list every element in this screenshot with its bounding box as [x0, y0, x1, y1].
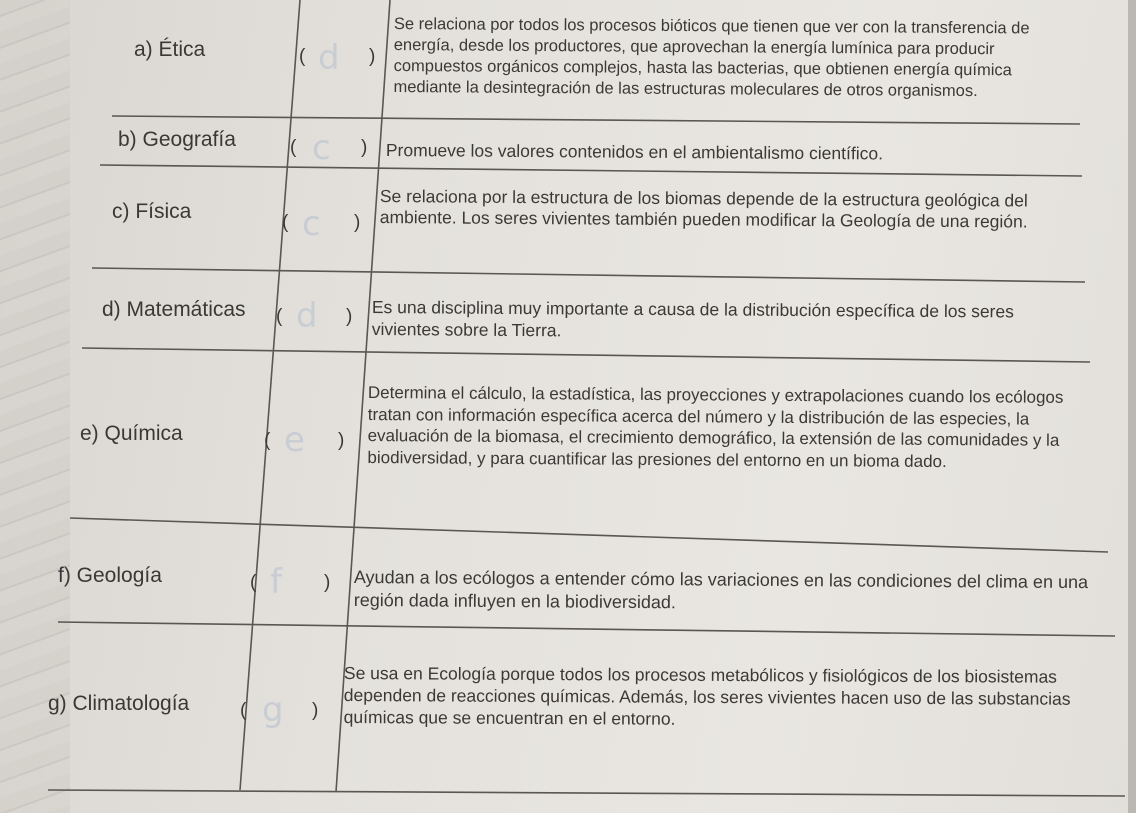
- description-b: Promueve los valores contenidos en el ambientalismo científico.: [385, 140, 884, 164]
- paren-open: (: [264, 430, 271, 451]
- answer-a[interactable]: d: [318, 38, 340, 78]
- description-d: Es una disciplina muy importante a causa de la distribución específica de los seres vivientes sobre la Tierra.: [371, 296, 1014, 341]
- paren-close: ): [324, 572, 331, 593]
- paren-close: ): [361, 137, 368, 158]
- row-label-e: e) Química: [80, 422, 183, 445]
- row-label-d: d) Matemáticas: [102, 298, 246, 321]
- description-c: Se relaciona por la estructura de los biomas depende de la estructura geológica del ambiente. Los seres vivientes también pueden modificar la Geología de una región.: [379, 186, 1028, 232]
- paren-close: ): [354, 212, 361, 233]
- paren-open: (: [299, 46, 306, 67]
- paren-open: (: [282, 212, 289, 233]
- description-e: Determina el cálculo, la estadística, las proyecciones y extrapolaciones cuando los ecólogos tratan con información específica acerca del número y la distribución de las especies, la evaluación de la biomasa, el crecimiento demográfico, la extensión de las comunidades y la biodiversidad, y para cuantificar las presiones del entorno en un bioma dado.: [367, 382, 1064, 471]
- answer-d[interactable]: d: [296, 296, 318, 336]
- answer-c[interactable]: c: [302, 204, 321, 244]
- paren-open: (: [290, 137, 297, 158]
- row-label-c: c) Física: [112, 200, 192, 223]
- row-label-f: f) Geología: [58, 564, 162, 587]
- row-label-b: b) Geografía: [118, 128, 236, 151]
- paren-close: ): [338, 430, 345, 451]
- answer-f[interactable]: f: [270, 562, 282, 602]
- paren-open: (: [240, 700, 247, 721]
- answer-b[interactable]: c: [312, 128, 331, 168]
- paren-close: ): [312, 700, 319, 721]
- row-label-a: a) Ética: [134, 38, 206, 61]
- answer-g[interactable]: g: [262, 690, 284, 730]
- paren-open: (: [250, 572, 257, 593]
- description-f: Ayudan a los ecólogos a entender cómo las variaciones en las condiciones del clima en una región dada influyen en la biodiversidad.: [353, 567, 1089, 613]
- paren-close: ): [369, 46, 376, 67]
- paren-open: (: [276, 306, 283, 327]
- answer-e[interactable]: e: [284, 420, 305, 460]
- description-a: Se relaciona por todos los procesos bióticos que tienen que ver con la transferencia de energía, desde los productores, que aprovechan la energía lumínica para producir compuestos orgánicos complejos, hasta las bacterias, que obtienen energía química mediante la desintegración de las estructuras moleculares de otros organismos.: [393, 14, 1030, 101]
- paren-close: ): [346, 306, 353, 327]
- description-g: Se usa en Ecología porque todos los procesos metabólicos y fisiológicos de los biosistemas dependen de reacciones químicas. Además, los seres vivientes hacen uso de las substancias químicas que se encuentran en el entorno.: [343, 663, 1071, 729]
- row-label-g: g) Climatología: [48, 692, 190, 715]
